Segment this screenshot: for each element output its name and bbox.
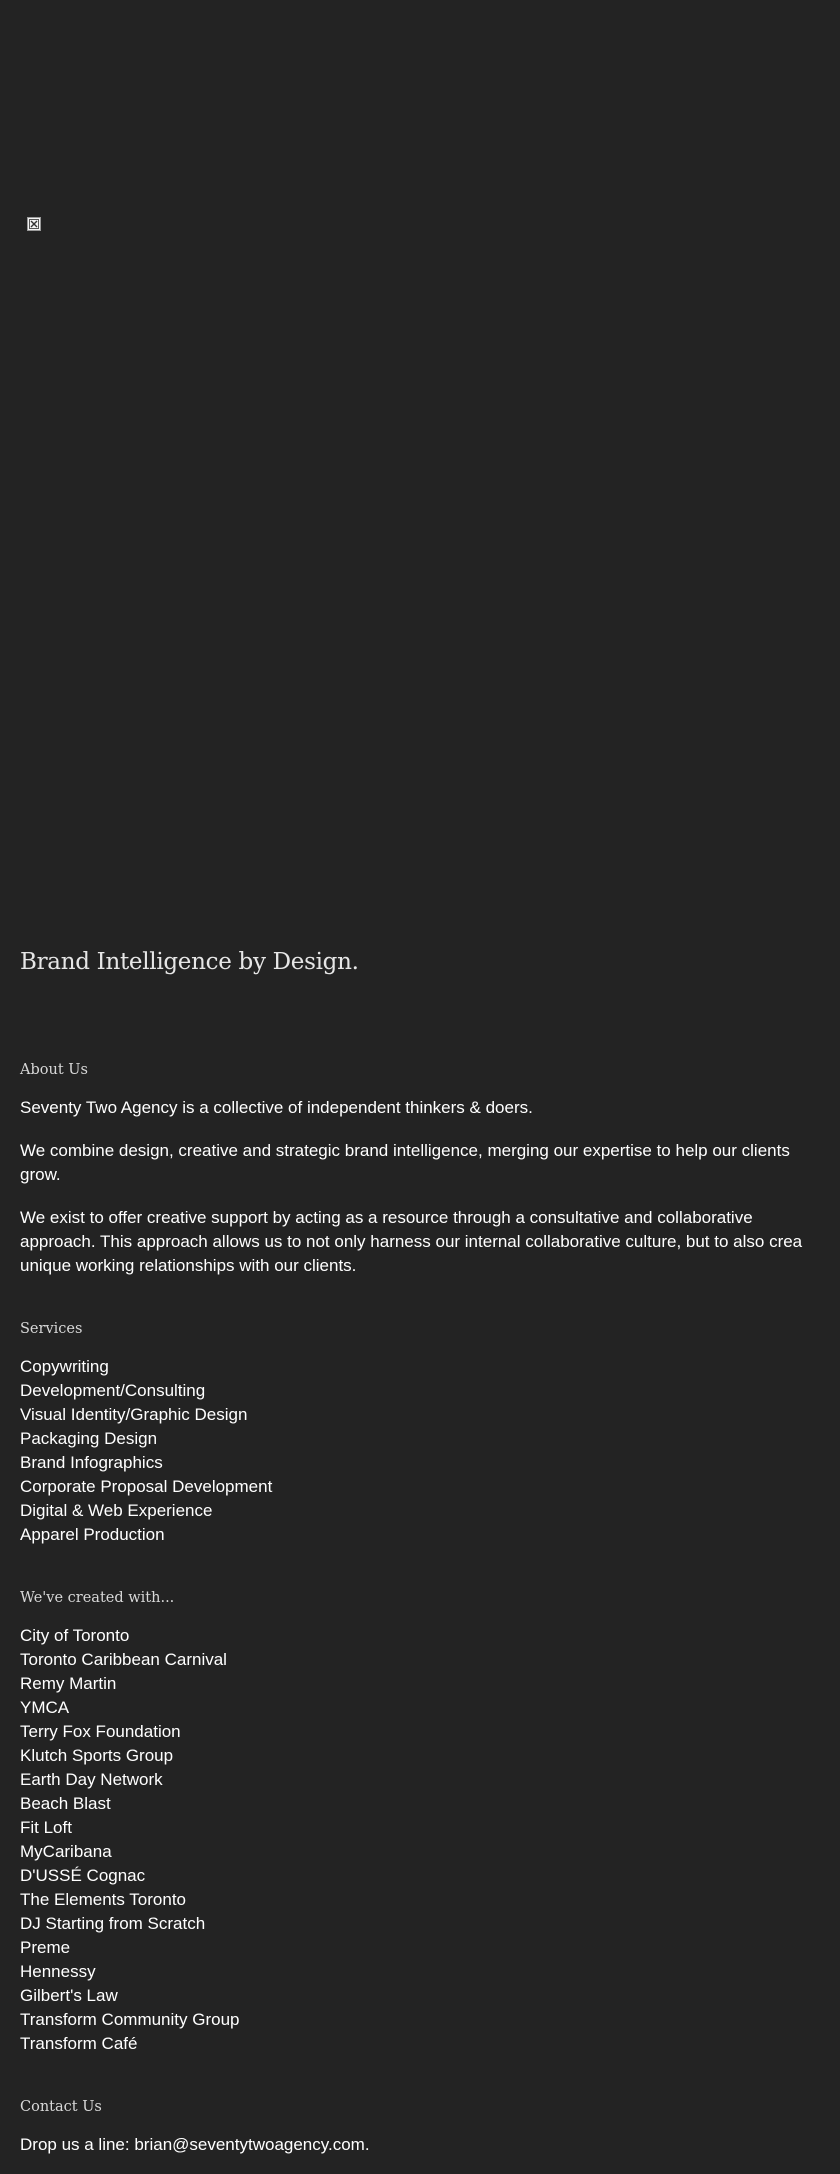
about-paragraph-3-line-2: approach. This approach allows us to not only harness our internal collaborative culture, but to also crea [20, 1232, 803, 1251]
about-paragraph-1: Seventy Two Agency is a collective of independent thinkers & doers. [20, 1098, 533, 1117]
client-item: Gilbert's Law [20, 1986, 118, 2005]
contact-email: brian@seventytwoagency.com [134, 2135, 365, 2154]
client-item: Fit Loft [20, 1818, 72, 1837]
client-item: Hennessy [20, 1962, 96, 1981]
client-item: Transform Café [20, 2034, 138, 2053]
clients-heading: We've created with... [20, 1590, 175, 1606]
about-heading: About Us [20, 1062, 88, 1078]
client-item: DJ Starting from Scratch [20, 1914, 206, 1933]
client-item: Klutch Sports Group [20, 1746, 174, 1765]
tagline: Brand Intelligence by Design. [20, 949, 359, 975]
service-item: Corporate Proposal Development [20, 1477, 273, 1496]
client-item: The Elements Toronto [20, 1890, 186, 1909]
about-paragraph-2-line-2: grow. [20, 1165, 61, 1184]
about-paragraph-3-line-1: We exist to offer creative support by acting as a resource through a consultative and collaborative [20, 1208, 753, 1227]
service-item: Copywriting [20, 1357, 109, 1376]
client-item: Preme [20, 1938, 71, 1957]
service-item: Apparel Production [20, 1525, 165, 1544]
contact-line [20, 2133, 370, 2157]
client-item: YMCA [20, 1698, 70, 1717]
service-item: Brand Infographics [20, 1453, 163, 1472]
client-item: Transform Community Group [20, 2010, 240, 2029]
about-paragraph-2-line-1: We combine design, creative and strategic brand intelligence, merging our expertise to help our clients [20, 1141, 790, 1160]
clients-list [20, 1624, 239, 2056]
client-item: Toronto Caribbean Carnival [20, 1650, 227, 1669]
client-item: Remy Martin [20, 1674, 117, 1693]
service-item: Development/Consulting [20, 1381, 206, 1400]
contact-heading: Contact Us [20, 2099, 102, 2115]
client-item: MyCaribana [20, 1842, 112, 1861]
broken-image-icon [27, 217, 41, 231]
service-item: Packaging Design [20, 1429, 158, 1448]
services-list [20, 1355, 272, 1547]
contact-prefix: Drop us a line: [20, 2135, 135, 2154]
about-paragraph-3-line-3: unique working relationships with our clients. [20, 1256, 357, 1275]
services-heading: Services [20, 1321, 83, 1337]
service-item: Digital & Web Experience [20, 1501, 213, 1520]
client-item: Earth Day Network [20, 1770, 163, 1789]
client-item: Beach Blast [20, 1794, 111, 1813]
client-item: D'USSÉ Cognac [20, 1866, 146, 1885]
service-item: Visual Identity/Graphic Design [20, 1405, 248, 1424]
client-item: City of Toronto [20, 1626, 130, 1645]
client-item: Terry Fox Foundation [20, 1722, 181, 1741]
contact-suffix: . [364, 2135, 370, 2154]
